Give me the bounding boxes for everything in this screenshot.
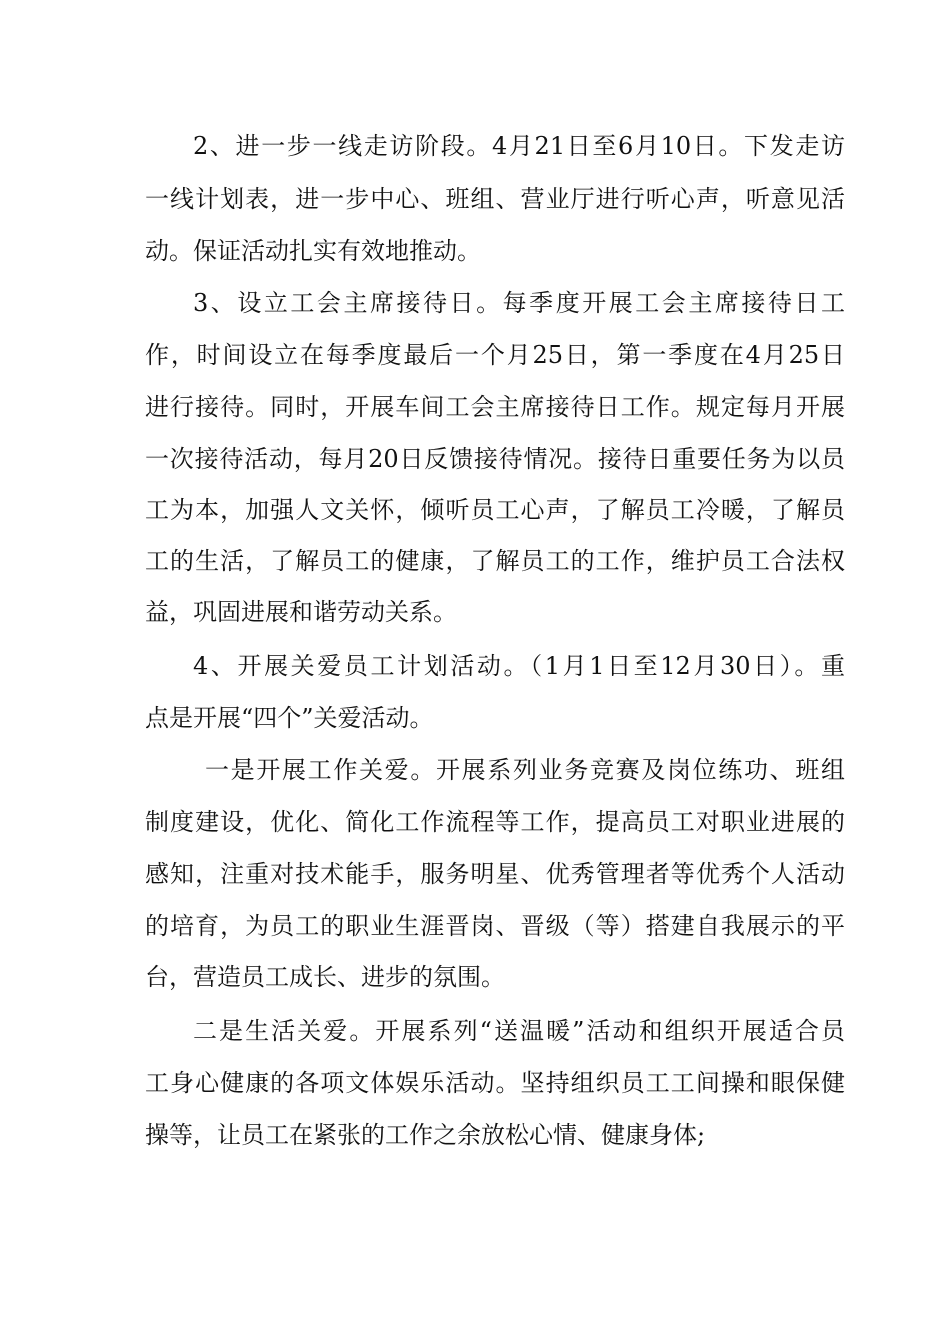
paragraph-1-line-1: 2、进一步一线走访阶段。4月21日至6月10日。下发走访 bbox=[193, 132, 845, 160]
paragraph-5-line-2: 工身心健康的各项文体娱乐活动。坚持组织员工工间操和眼保健 bbox=[145, 1069, 845, 1097]
paragraph-2-line-7: 益，巩固进展和谐劳动关系。 bbox=[145, 598, 457, 626]
paragraph-4-line-5: 台，营造员工成长、进步的氛围。 bbox=[145, 963, 505, 991]
paragraph-4-line-1: 一是开展工作关爱。开展系列业务竞赛及岗位练功、班组 bbox=[205, 756, 845, 784]
paragraph-2-line-4: 一次接待活动，每月20日反馈接待情况。接待日重要任务为以员 bbox=[145, 445, 845, 473]
paragraph-4-line-3: 感知，注重对技术能手，服务明星、优秀管理者等优秀个人活动 bbox=[145, 860, 845, 888]
paragraph-4-line-4: 的培育，为员工的职业生涯晋岗、晋级（等）搭建自我展示的平 bbox=[145, 912, 845, 940]
paragraph-2-line-5: 工为本，加强人文关怀，倾听员工心声，了解员工冷暖，了解员 bbox=[145, 496, 845, 524]
paragraph-3-line-1: 4、开展关爱员工计划活动。（1月1日至12月30日）。重 bbox=[193, 652, 845, 680]
paragraph-1-line-3: 动。保证活动扎实有效地推动。 bbox=[145, 237, 481, 265]
paragraph-5-line-1: 二是生活关爱。开展系列“送温暖”活动和组织开展适合员 bbox=[193, 1017, 845, 1045]
paragraph-2-line-2: 作，时间设立在每季度最后一个月25日，第一季度在4月25日 bbox=[145, 341, 845, 369]
paragraph-4-line-2: 制度建设，优化、简化工作流程等工作，提高员工对职业进展的 bbox=[145, 808, 845, 836]
paragraph-2-line-6: 工的生活，了解员工的健康，了解员工的工作，维护员工合法权 bbox=[145, 547, 845, 575]
paragraph-3-line-2: 点是开展“四个”关爱活动。 bbox=[145, 704, 434, 732]
paragraph-5-line-3: 操等，让员工在紧张的工作之余放松心情、健康身体; bbox=[145, 1121, 706, 1149]
paragraph-2-line-1: 3、设立工会主席接待日。每季度开展工会主席接待日工 bbox=[193, 289, 845, 317]
paragraph-1-line-2: 一线计划表，进一步中心、班组、营业厅进行听心声，听意见活 bbox=[145, 185, 845, 213]
paragraph-2-line-3: 进行接待。同时，开展车间工会主席接待日工作。规定每月开展 bbox=[145, 393, 845, 421]
